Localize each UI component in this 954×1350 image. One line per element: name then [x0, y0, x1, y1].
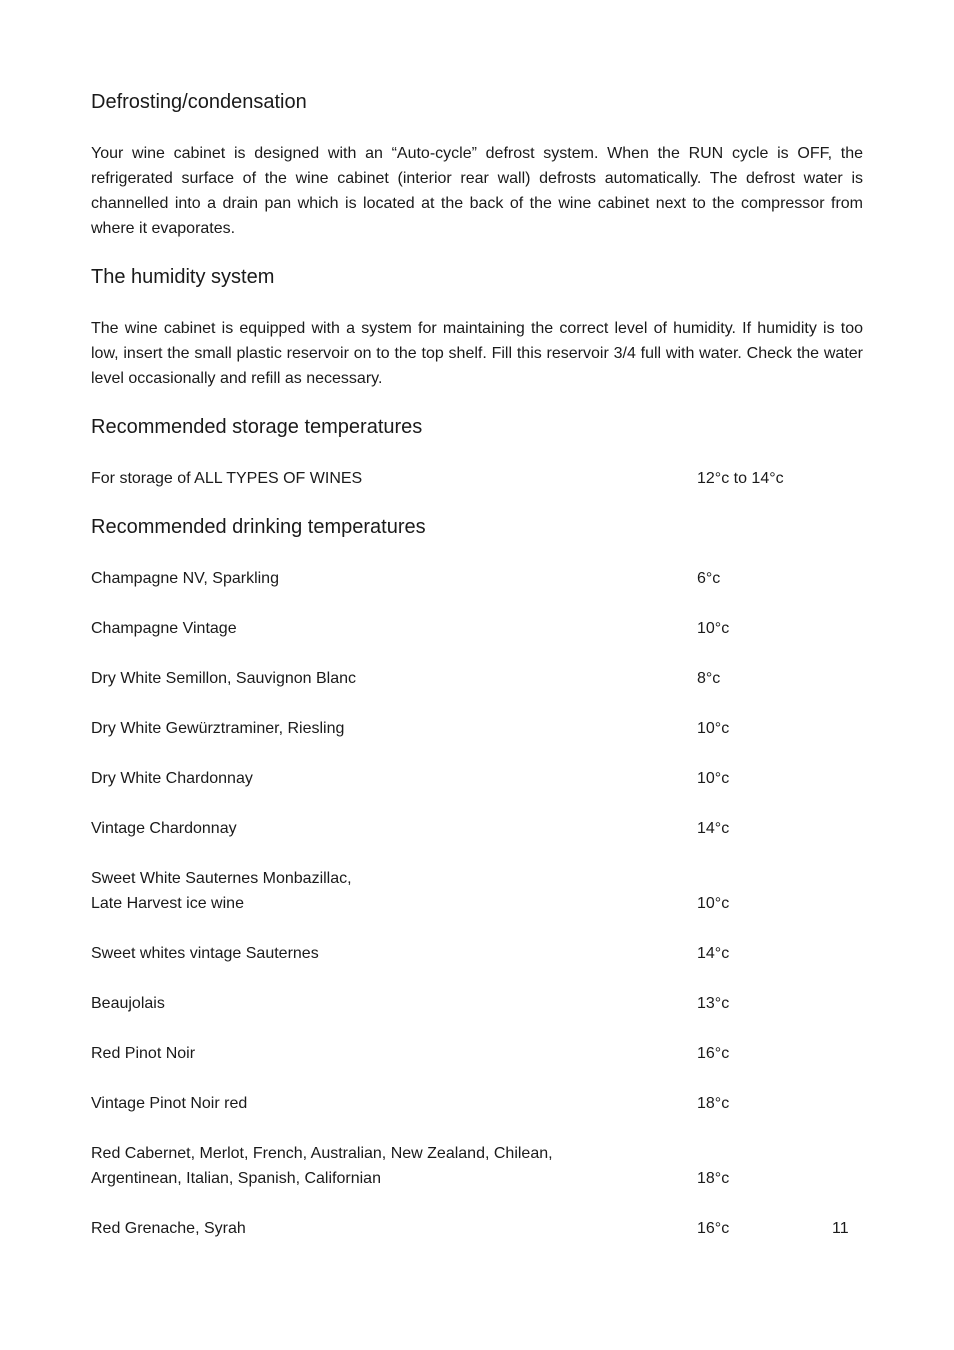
row-label: Champagne Vintage [91, 620, 237, 637]
drinking-table [91, 566, 863, 1266]
paragraph-humidity: The wine cabinet is equipped with a system for maintaining the correct level of humidity. If humidity is too low, insert the small plastic reservoir on to the top shelf. Fill this reservoir 3/4 full with water. Check the water level occasionally and refill as necessary. [91, 320, 863, 387]
table-row [91, 716, 863, 741]
table-row [91, 1141, 863, 1191]
row-label: Champagne NV, Sparkling [91, 570, 279, 587]
row-label: Beaujolais [91, 995, 165, 1012]
row-temperature: 10°c [697, 770, 730, 787]
page-number: 11 [832, 1220, 849, 1237]
table-row [91, 1041, 863, 1066]
table-row [91, 991, 863, 1016]
row-temperature: 10°c [697, 620, 730, 637]
table-row [91, 1091, 863, 1116]
row-temperature: 13°c [697, 995, 730, 1012]
table-row [91, 616, 863, 641]
row-temperature: 6°c [697, 570, 721, 587]
table-row [91, 941, 863, 966]
row-temperature: 10°c [697, 720, 730, 737]
row-label: Dry White Gewürztraminer, Riesling [91, 720, 345, 737]
row-label: Dry White Chardonnay [91, 770, 253, 787]
row-temperature: 12°c to 14°c [697, 470, 784, 487]
row-label: Red Grenache, Syrah [91, 1220, 246, 1237]
storage-table [91, 466, 863, 491]
row-label: For storage of ALL TYPES OF WINES [91, 470, 363, 487]
row-label: Red Cabernet, Merlot, French, Australian, New Zealand, Chilean, Argentinean, Italian, Spanish, Californian [91, 1145, 553, 1187]
row-label: Vintage Chardonnay [91, 820, 237, 837]
table-row [91, 466, 863, 491]
table-row [91, 1216, 863, 1241]
row-temperature: 10°c [697, 895, 730, 912]
section-heading-drinking: Recommended drinking temperatures [91, 516, 426, 538]
row-temperature: 18°c [697, 1095, 730, 1112]
row-temperature: 18°c [697, 1170, 730, 1187]
row-temperature: 8°c [697, 670, 721, 687]
row-temperature: 14°c [697, 820, 730, 837]
section-heading-storage: Recommended storage temperatures [91, 416, 423, 438]
table-row [91, 766, 863, 791]
section-heading-defrost: Defrosting/condensation [91, 91, 307, 113]
paragraph-defrost: Your wine cabinet is designed with an “Auto-cycle” defrost system. When the RUN cycle is OFF, the refrigerated surface of the wine cabinet (interior rear wall) defrosts automatically. The defrost water is channelled into a drain pan which is located at the back of the wine cabinet next to the compressor from where it evaporates. [91, 145, 863, 237]
row-label: Red Pinot Noir [91, 1045, 196, 1062]
table-row [91, 866, 863, 916]
row-temperature: 16°c [697, 1045, 730, 1062]
table-row [91, 566, 863, 591]
row-label: Sweet whites vintage Sauternes [91, 945, 319, 962]
row-temperature: 16°c [697, 1220, 730, 1237]
row-label: Vintage Pinot Noir red [91, 1095, 248, 1112]
table-row [91, 816, 863, 841]
row-label: Sweet White Sauternes Monbazillac, Late Harvest ice wine [91, 870, 352, 912]
table-row [91, 666, 863, 691]
row-temperature: 14°c [697, 945, 730, 962]
section-heading-humidity: The humidity system [91, 266, 275, 288]
row-label: Dry White Semillon, Sauvignon Blanc [91, 670, 357, 687]
